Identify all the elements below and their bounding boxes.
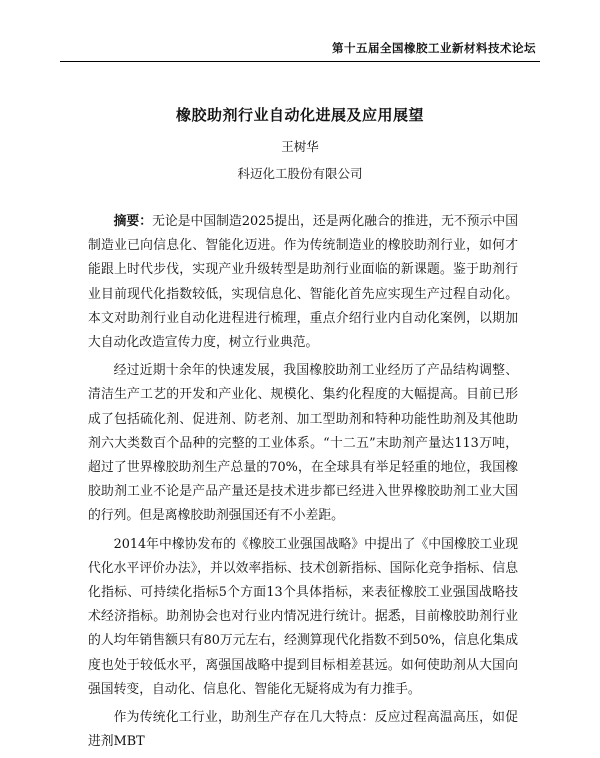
abstract-label: 摘要： [113,214,153,229]
body-paragraph-3: 作为传统化工行业，助剂生产存在几大特点：反应过程高温高压，如促进剂MBT [88,710,518,750]
body-paragraph-2: 2014年中橡协发布的《橡胶工业强国战略》中提出了《中国橡胶工业现代化水平评价办法》，并以效率指标、技术创新指标、国际化竞争指标、信息化指标、可持续化指标5个方面13个具体指标，来表征橡胶工业强国战略技术经济指标。助剂协会也对行业内情况进行统计。据悉，目前橡胶助剂行业的人均年销售额只有80万元左右，经测算现代化指数不到50%，信息化集成度也处于较低水平，离强国战略中提到目标相差甚远。如何使助剂从大国向强国转变，自动化、信息化、智能化无疑将成为有力推手。 [88,536,518,697]
header-rule [60,61,540,62]
abstract-text: 无论是中国制造2025提出，还是两化融合的推进，无不预示中国制造业已向信息化、智能化迈进。作为传统制造业的橡胶助剂行业，如何才能跟上时代步伐，实现产业升级转型是助剂行业面临的新课题。鉴于助剂行业目前现代化指数较低，实现信息化、智能化首先应实现生产过程自动化。 本文对助剂行业自动化进程进行梳理，重点介绍行业内自动化案例，以期加大自动化改造宣传力度，树立行业典范。 [88,214,518,351]
article-title: 橡胶助剂行业自动化进展及应用展望 [175,106,424,124]
article-body [88,210,518,758]
author-affiliation: 科迈化工股份有限公司 [237,166,363,181]
author-name: 王树华 [281,139,319,154]
running-header: 第十五届全国橡胶工业新材料技术论坛 [332,41,536,55]
abstract-paragraph [88,210,518,355]
body-paragraph-1: 经过近期十余年的快速发展，我国橡胶助剂工业经历了产品结构调整、清洁生产工艺的开发和产业化、规模化、集约化程度的大幅提高。目前已形成了包括硫化剂、促进剂、防老剂、加工型助剂和特种功能性助剂及其他助剂六大类数百个品种的完整的工业体系。“十二五”末助剂产量达113万吨，超过了世界橡胶助剂生产总量的70%，在全球具有举足轻重的地位，我国橡胶助剂工业不论是产品产量还是技术进步都已经进入世界橡胶助剂工业大国的行列。但是离橡胶助剂强国还有不小差距。 [88,363,518,524]
